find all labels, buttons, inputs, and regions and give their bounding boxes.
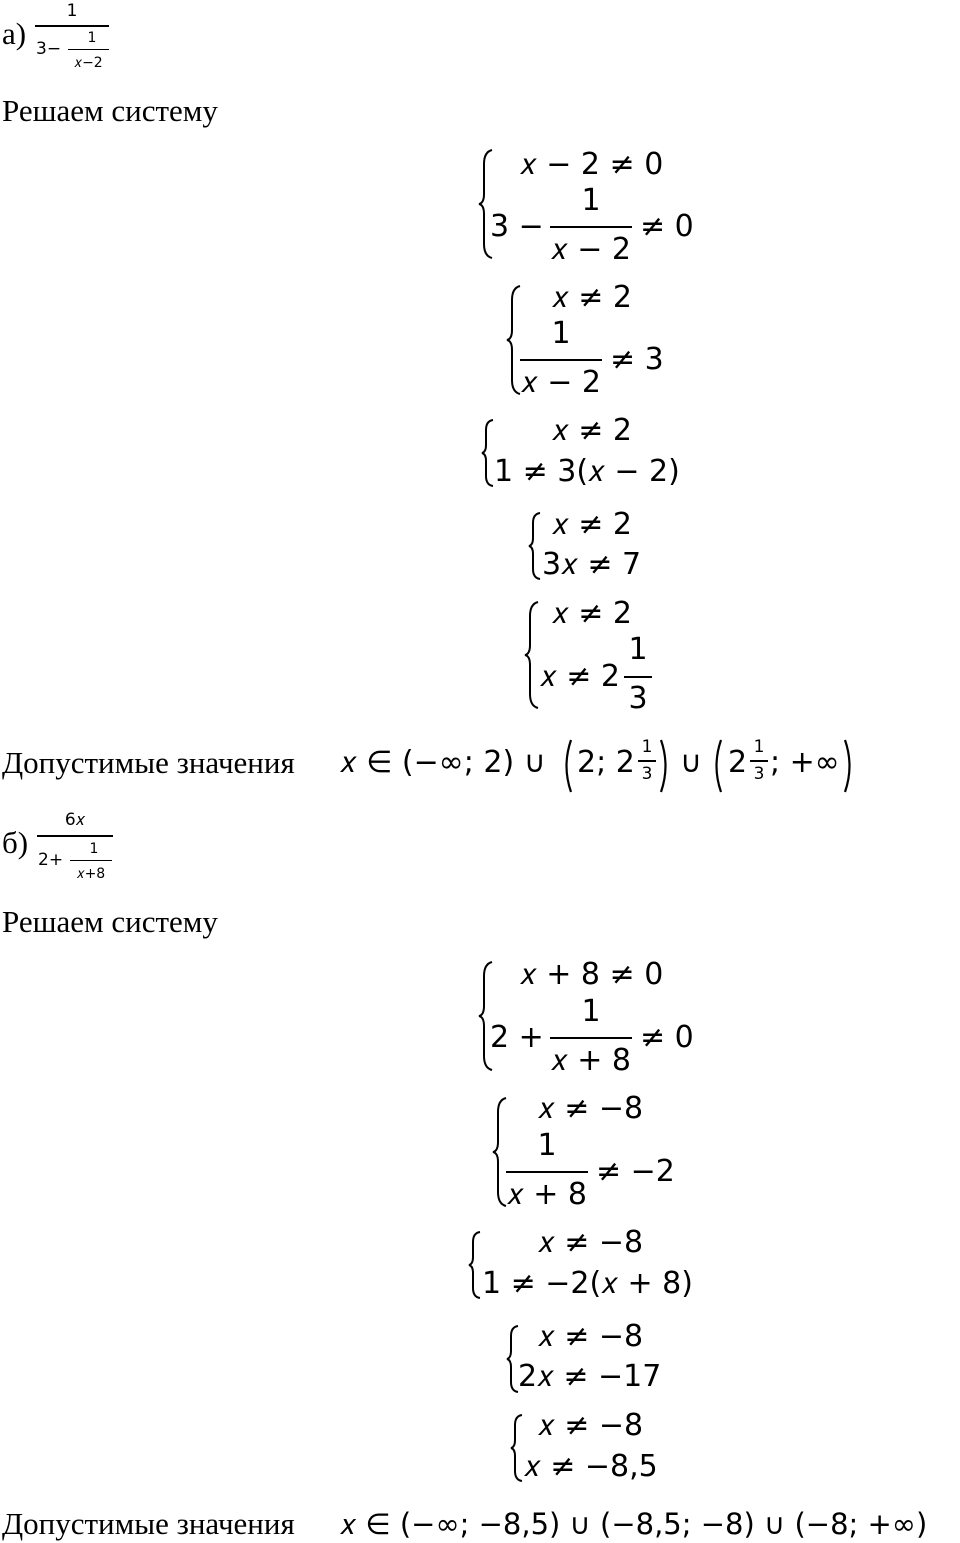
system-line: 𝑥 ≠ −8 [538,1408,644,1443]
expr-denominator-prefix: 3− [36,39,62,59]
fraction-denominator: 3 [641,764,653,784]
system-line: 𝑥 − 2 ≠ 0 [520,147,664,182]
fraction-denominator: 𝑥 + 8 [550,1043,631,1078]
fraction-bar [638,760,656,762]
left-brace-icon [468,1230,482,1300]
part-a-label: а) [2,16,27,51]
system-line: 𝑥 + 8 ≠ 0 [520,957,664,992]
fraction-bar [550,1037,632,1039]
solve-label: Решаем систему [2,93,218,128]
expr-inner-bar [68,49,109,50]
expr-fraction-bar [35,25,109,27]
left-brace-icon [481,418,495,488]
answer-expression-part: 𝑥 ∈ (−∞; 2) ∪ [340,745,546,780]
solve-label: Решаем систему [2,904,218,939]
system-line: 3𝑥 ≠ 7 [542,547,642,582]
fraction-denominator: 3 [753,764,765,784]
expr-inner-numerator: 1 [87,30,97,46]
fraction-denominator: 3 [628,681,648,716]
system-line: 𝑥 ≠ 2 [552,596,633,631]
system-line-prefix: 𝑥 ≠ 2 [540,659,621,694]
expr-inner-denominator: 𝑥−2 [74,55,103,71]
system-line: 1 ≠ −2(𝑥 + 8) [482,1266,693,1301]
left-brace-icon [478,960,494,1072]
fraction-bar [506,1171,588,1173]
left-paren-icon [710,738,724,794]
system-line-suffix: ≠ −2 [596,1154,675,1189]
fraction-numerator: 1 [537,1128,557,1163]
fraction-numerator: 1 [628,632,648,667]
system-line: 𝑥 ≠ −8 [538,1319,644,1354]
fraction-denominator: 𝑥 + 8 [506,1177,587,1212]
answer-expression-part: 2; 2 [577,745,635,780]
system-line: 𝑥 ≠ 2 [552,413,633,448]
expr-inner-numerator: 1 [89,841,99,857]
system-line: 𝑥 ≠ −8 [538,1091,644,1126]
fraction-numerator: 1 [753,737,765,757]
answer-expression-part: ; +∞ [770,745,840,780]
fraction-numerator: 1 [581,183,601,218]
left-brace-icon [524,600,540,710]
fraction-bar [624,676,652,678]
answer-expression-part: 2 [728,745,748,780]
fraction-numerator: 1 [641,737,653,757]
right-paren-icon [842,738,856,794]
expr-numerator: 1 [66,1,78,21]
expr-fraction-bar [37,835,113,837]
answer-expression-part: ∪ [680,745,702,780]
system-line-prefix: 2 + [490,1020,544,1055]
left-paren-icon [560,738,574,794]
expr-inner-denominator: 𝑥+8 [76,866,106,882]
right-paren-icon [658,738,672,794]
fraction-denominator: 𝑥 − 2 [550,232,631,267]
system-line: 𝑥 ≠ 2 [552,507,633,542]
system-line: 2𝑥 ≠ −17 [518,1359,662,1394]
answer-expression: 𝑥 ∈ (−∞; −8,5) ∪ (−8,5; −8) ∪ (−8; +∞) [340,1507,928,1541]
expr-denominator-prefix: 2+ [38,850,64,870]
left-brace-icon [510,1413,524,1483]
system-line: 𝑥 ≠ 2 [552,280,633,315]
fraction-numerator: 1 [581,994,601,1029]
system-line: 1 ≠ 3(𝑥 − 2) [494,454,680,489]
system-line-suffix: ≠ 3 [610,342,664,377]
fraction-denominator: 𝑥 − 2 [520,365,601,400]
fraction-bar [520,359,602,361]
system-line: 𝑥 ≠ −8 [538,1225,644,1260]
fraction-bar [550,226,632,228]
expr-numerator: 6𝑥 [64,810,86,830]
part-b-label: б) [2,825,29,860]
system-line-suffix: ≠ 0 [640,209,694,244]
left-brace-icon [528,511,542,581]
fraction-bar [750,760,768,762]
answer-label: Допустимые значения [2,745,295,780]
system-line-prefix: 3 − [490,209,544,244]
answer-label: Допустимые значения [2,1506,295,1541]
fraction-numerator: 1 [551,316,571,351]
expr-inner-bar [70,860,112,861]
system-line: 𝑥 ≠ −8,5 [524,1449,658,1484]
system-line-suffix: ≠ 0 [640,1020,694,1055]
